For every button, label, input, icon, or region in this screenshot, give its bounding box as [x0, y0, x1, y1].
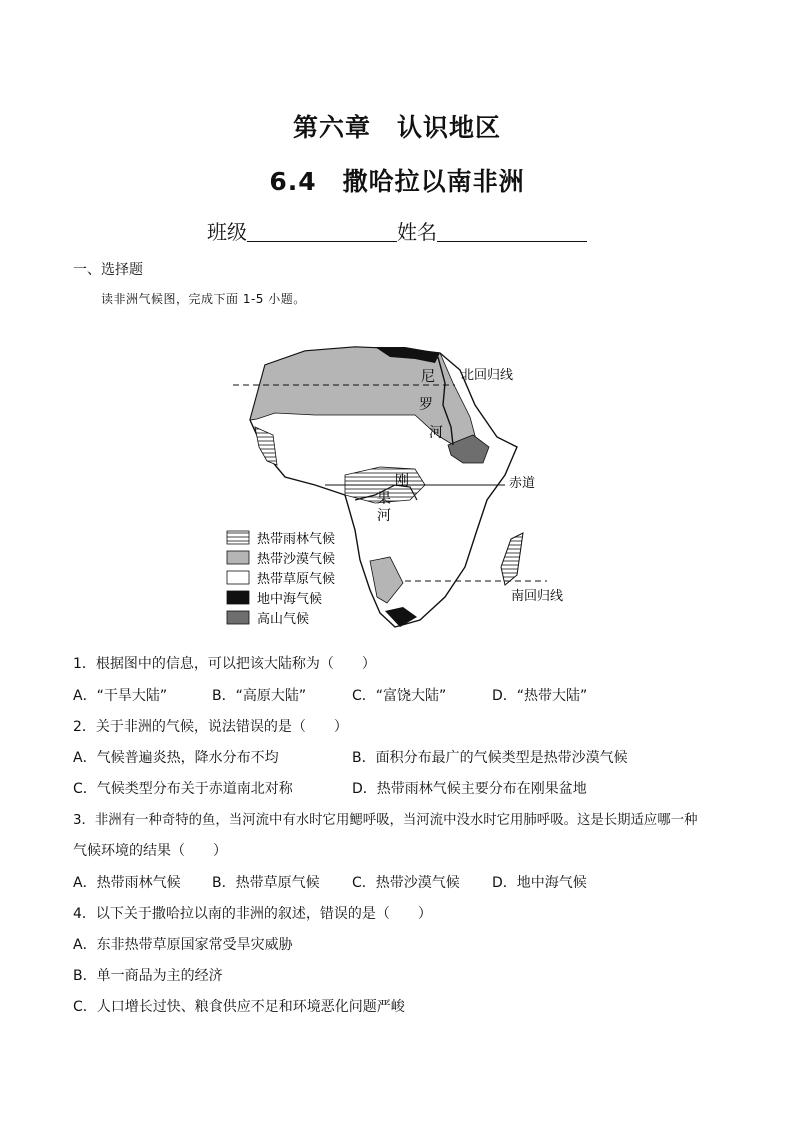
q4-option-a[interactable]: A．东非热带草原国家常受旱灾威胁 [73, 937, 293, 953]
q2-option-b[interactable]: B．面积分布最广的气候类型是热带沙漠气候 [352, 750, 628, 766]
legend-label-desert: 热带沙漠气候 [257, 552, 336, 567]
label-guo: 果 [377, 491, 391, 507]
africa-climate-map [205, 335, 577, 635]
label-equator: 赤道 [509, 476, 536, 491]
legend-label-alpine: 高山气候 [257, 612, 310, 627]
question-2-stem: 2．关于非洲的气候，说法错误的是（ ） [73, 719, 348, 735]
label-ni: 尼 [421, 369, 435, 385]
name-label: 姓名 [397, 220, 437, 244]
legend-swatch-mediterranean [227, 591, 249, 604]
legend-swatch-desert [227, 551, 249, 564]
legend-label-mediterranean: 地中海气候 [257, 592, 323, 607]
intro-text: 读非洲气候图，完成下面 1-5 小题。 [101, 292, 306, 306]
madagascar [501, 533, 523, 585]
q3-option-d[interactable]: D．地中海气候 [492, 875, 587, 891]
q1-option-b[interactable]: B．“高原大陆” [212, 688, 307, 704]
label-luo: 罗 [419, 397, 433, 413]
legend-label-rainforest: 热带雨林气候 [257, 532, 336, 547]
q4-option-c[interactable]: C．人口增长过快、粮食供应不足和环境恶化问题严峻 [73, 999, 405, 1015]
label-tropic-north: 北回归线 [461, 368, 514, 383]
chapter-title: 第六章 认识地区 [292, 113, 501, 142]
question-4-stem: 4．以下关于撒哈拉以南的非洲的叙述，错误的是（ ） [73, 906, 432, 922]
class-blank[interactable] [247, 221, 397, 242]
q3-option-a[interactable]: A．热带雨林气候 [73, 875, 181, 891]
legend-swatch-savanna [227, 571, 249, 584]
label-he2: 河 [377, 508, 391, 524]
q1-option-c[interactable]: C．“富饶大陆” [352, 688, 447, 704]
label-he1: 河 [429, 425, 443, 441]
name-blank[interactable] [437, 221, 587, 242]
class-label: 班级 [207, 220, 247, 244]
legend-swatch-alpine [227, 611, 249, 624]
class-name-line [0, 216, 794, 245]
q1-option-a[interactable]: A．“干旱大陆” [73, 688, 168, 704]
question-3-stem: 3．非洲有一种奇特的鱼，当河流中有水时它用鳃呼吸，当河流中没水时它用肺呼吸。这是长期适应哪一种 [73, 813, 698, 828]
legend-swatch-rainforest [227, 531, 249, 544]
legend-label-savanna: 热带草原气候 [257, 572, 336, 587]
question-1-stem: 1．根据图中的信息，可以把该大陆称为（ ） [73, 656, 376, 672]
q2-option-d[interactable]: D．热带雨林气候主要分布在刚果盆地 [352, 781, 587, 797]
lesson-title: 6.4 撒哈拉以南非洲 [269, 167, 525, 196]
q4-option-b[interactable]: B．单一商品为主的经济 [73, 968, 223, 984]
q2-option-a[interactable]: A．气候普遍炎热，降水分布不均 [73, 750, 279, 766]
question-3-stem-cont: 气候环境的结果（ ） [73, 843, 227, 859]
q1-option-d[interactable]: D．“热带大陆” [492, 688, 588, 704]
label-gang: 刚 [395, 473, 409, 489]
label-tropic-south: 南回归线 [511, 589, 564, 604]
q3-option-c[interactable]: C．热带沙漠气候 [352, 875, 460, 891]
q3-option-b[interactable]: B．热带草原气候 [212, 875, 320, 891]
q2-option-c[interactable]: C．气候类型分布关于赤道南北对称 [73, 781, 293, 797]
section-title: 一、选择题 [73, 262, 143, 278]
